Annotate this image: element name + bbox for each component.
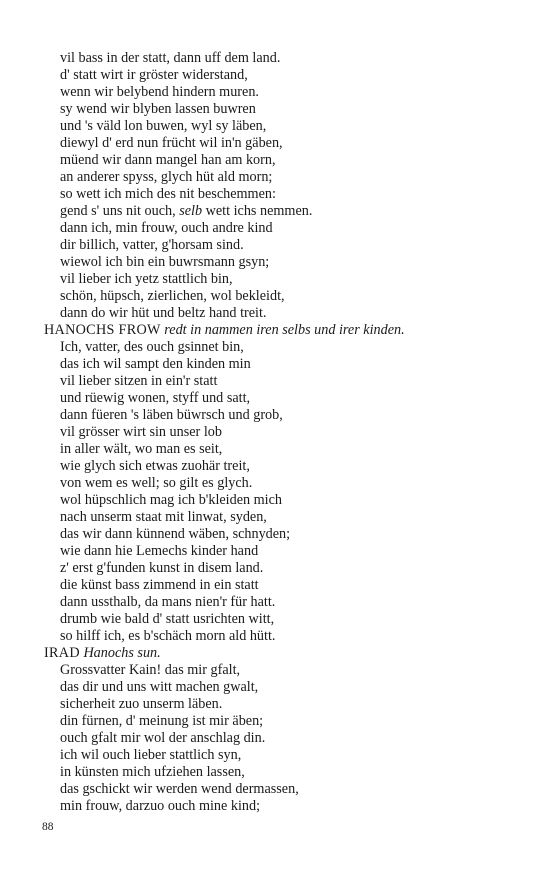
verse-line: d' statt wirt ir gröster widerstand, <box>60 66 248 83</box>
emphasis: selb <box>179 202 203 219</box>
verse-line: sy wend wir blyben lassen buwren <box>60 100 256 117</box>
verse-line: wenn wir belybend hindern muren. <box>60 83 259 100</box>
stage-direction: Hanochs sun. <box>83 644 161 661</box>
verse-line: Ich, vatter, des ouch gsinnet bin, <box>60 338 244 355</box>
verse-line: dir billich, vatter, g'horsam sind. <box>60 236 244 253</box>
verse-line: wie dann hie Lemechs kinder hand <box>60 542 259 559</box>
page-number: 88 <box>42 821 54 833</box>
verse-line: das dir und uns witt machen gwalt, <box>60 678 259 695</box>
verse-line: und rüewig wonen, styff und satt, <box>60 389 251 406</box>
verse-line: vil lieber sitzen in ein'r statt <box>60 372 218 389</box>
verse-line <box>44 203 524 220</box>
verse-line: min frouw, darzuo ouch mine kind; <box>60 797 261 814</box>
verse-line: nach unserm staat mit linwat, syden, <box>60 508 267 525</box>
verse-line: und 's väld lon buwen, wyl sy läben, <box>60 117 267 134</box>
verse-line: schön, hüpsch, zierlichen, wol bekleidt, <box>60 287 285 304</box>
verse-line: ich wil ouch lieber stattlich syn, <box>60 746 242 763</box>
verse-line: dann ussthalb, da mans nien'r für hatt. <box>60 593 276 610</box>
verse-line: dann do wir hüt und beltz hand treit. <box>60 304 267 321</box>
verse-line: ouch gfalt mir wol der anschlag din. <box>60 729 266 746</box>
verse-line: drumb wie bald d' statt usrichten witt, <box>60 610 275 627</box>
verse-line: die künst bass zimmend in ein statt <box>60 576 259 593</box>
verse-line: wiewol ich bin ein buwrsmann gsyn; <box>60 253 270 270</box>
verse-line: so hilff ich, es b'schäch morn ald hütt. <box>60 627 276 644</box>
stage-direction: redt in nammen iren selbs und irer kinden. <box>164 321 405 338</box>
verse-line: das wir dann künnend wäben, schnyden; <box>60 525 291 542</box>
verse-line: an anderer spyss, glych hüt ald morn; <box>60 168 273 185</box>
verse-line: vil lieber ich yetz stattlich bin, <box>60 270 233 287</box>
verse-text <box>44 50 524 815</box>
verse-line: wie glych sich etwas zuohär treit, <box>60 457 250 474</box>
verse-line: von wem es well; so gilt es glych. <box>60 474 253 491</box>
verse-line: Grossvatter Kain! das mir gfalt, <box>60 661 241 678</box>
speaker-line <box>44 322 524 339</box>
verse-line: vil grösser wirt sin unser lob <box>60 423 222 440</box>
verse-text-part: wett ichs nemmen. <box>202 202 313 219</box>
verse-line: vil bass in der statt, dann uff dem land. <box>60 49 281 66</box>
verse-line: diewyl d' erd nun frücht wil in'n gäben, <box>60 134 283 151</box>
speaker-name: IRAD <box>44 644 80 661</box>
verse-line: din fürnen, d' meinung ist mir äben; <box>60 712 264 729</box>
verse-line: so wett ich mich des nit beschemmen: <box>60 185 276 202</box>
verse-line: müend wir dann mangel han am korn, <box>60 151 276 168</box>
verse-line: in künsten mich ufziehen lassen, <box>60 763 245 780</box>
verse-line: dann füeren 's läben büwrsch und grob, <box>60 406 283 423</box>
verse-line: dann ich, min frouw, ouch andre kind <box>60 219 273 236</box>
verse-text-part: gend s' uns nit ouch, <box>60 202 180 219</box>
speaker-name: HANOCHS FROW <box>44 321 161 338</box>
verse-line: wol hüpschlich mag ich b'kleiden mich <box>60 491 283 508</box>
verse-line: in aller wält, wo man es seit, <box>60 440 223 457</box>
verse-line: das gschickt wir werden wend dermassen, <box>60 780 299 797</box>
speaker-line <box>44 645 524 662</box>
verse-line: sicherheit zuo unserm läben. <box>60 695 223 712</box>
verse-line: das ich wil sampt den kinden min <box>60 355 251 372</box>
verse-line: z' erst g'funden kunst in disem land. <box>60 559 264 576</box>
